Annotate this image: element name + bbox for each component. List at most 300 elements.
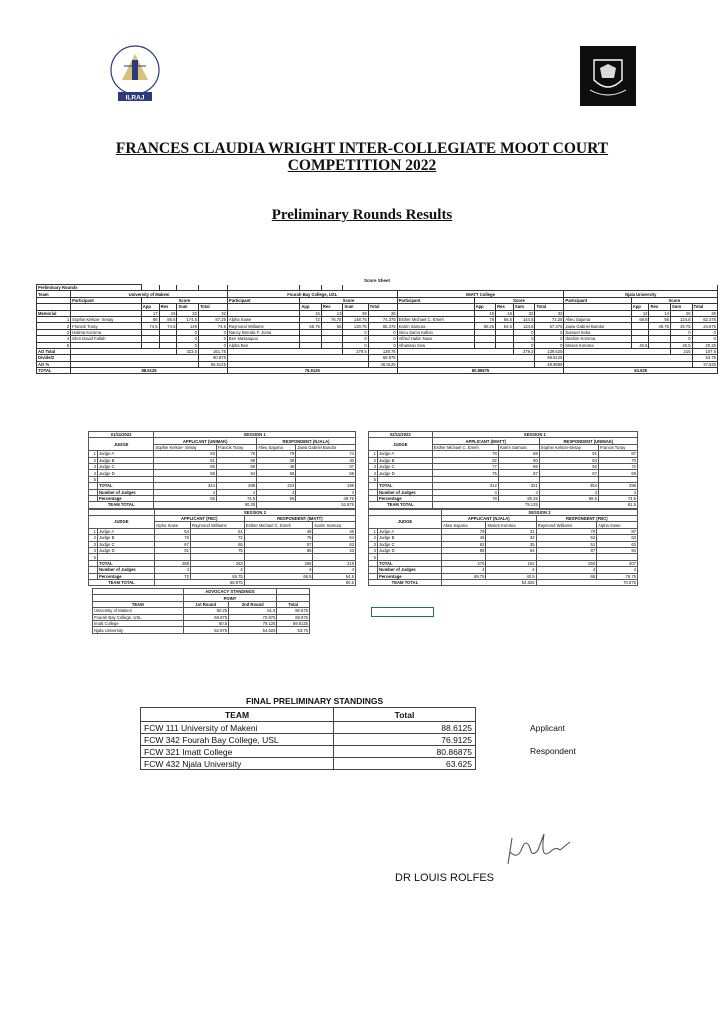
num-judges-value: 4 — [154, 567, 190, 573]
judge-score: 69 — [598, 470, 637, 476]
signatory-name: DR LOUIS ROLFES — [395, 872, 495, 884]
advocacy-score: 80.25 — [183, 608, 229, 614]
participant-score: 0 — [177, 329, 199, 335]
participant-score: 68.8 — [631, 316, 649, 322]
score-subheader: Total — [535, 304, 564, 310]
divide-value: 69.875 — [368, 355, 397, 361]
final-total-header: Total — [334, 708, 476, 722]
judge-score: 86 — [498, 463, 539, 469]
total-row — [37, 368, 718, 374]
score-subheader: Res — [321, 304, 343, 310]
speaker-name: Esther Michael C. Emeh — [432, 444, 498, 450]
applicant-label: APPLICANT (UNIMAK) — [154, 438, 257, 444]
judge-number: 1 — [89, 451, 98, 457]
speaker-name: Jawa Gabriel Bundor — [296, 444, 356, 450]
advocacy-team: University of Makeni — [93, 608, 184, 614]
judge-number: 5 — [369, 476, 378, 482]
participant-label: Participant — [564, 297, 631, 303]
final-team: FCW 342 Fourah Bay College, USL — [141, 734, 334, 746]
num-judges-value: 4 — [244, 567, 313, 573]
score-label: Score — [631, 297, 717, 303]
session-label: SESSION 1 — [432, 432, 637, 438]
score-subheader: Sum — [343, 304, 368, 310]
applicant-team-total: 54.625 — [441, 579, 536, 585]
judge-score: 75 — [244, 535, 313, 541]
judge-number: 5 — [89, 476, 98, 482]
speaker-name: Francis Turay — [216, 444, 256, 450]
judge-name: Judge B — [98, 535, 155, 541]
participant-score: 0 — [671, 329, 693, 335]
participant-name: Glen David Fallah — [71, 336, 142, 342]
score-subheader: Total — [692, 304, 717, 310]
session-table — [368, 431, 638, 509]
final-team: FCW 432 Njala University — [141, 758, 334, 770]
speaker-name: Raymond Williams — [536, 522, 597, 528]
participant-score: 74.5 — [159, 323, 177, 329]
judge-score: 87 — [598, 451, 637, 457]
memorial-score: 14 — [649, 310, 671, 316]
memorial-score: 28 — [368, 310, 397, 316]
participant-score: 72 — [300, 316, 322, 322]
score-sheet-caption: Score Sheet — [363, 278, 390, 283]
judge-score: 94 — [597, 548, 638, 554]
judge-number: 2 — [89, 457, 98, 463]
speaker-name: Sophie Kelson- Sesay — [154, 444, 217, 450]
total-label: TOTAL — [98, 560, 155, 566]
participant-name: Halima Koroma — [71, 329, 142, 335]
judge-name: Judge A — [378, 528, 442, 534]
judge-number: 2 — [89, 535, 98, 541]
judge-score: 63 — [597, 541, 638, 547]
team-total-row — [89, 502, 356, 508]
final-team: FCW 321 Imatt College — [141, 746, 334, 758]
judge-score: 79 — [257, 451, 296, 457]
score-subheader: App — [631, 304, 649, 310]
applicant-team-total: 79.125 — [432, 502, 539, 508]
participant-score: 86 — [141, 316, 159, 322]
respondent-label: RESPONDENT (FBC) — [536, 516, 637, 522]
team-total-value: 88.6125 — [71, 368, 228, 374]
judge-score: 46 — [313, 528, 356, 534]
speaker-name: Alpha Sowe — [154, 522, 190, 528]
judge-score: 67 — [154, 541, 190, 547]
team-total-label: TEAM TOTAL — [369, 579, 442, 585]
session-table — [88, 431, 356, 509]
percentage-value: 80.25 — [498, 495, 539, 501]
ao-pct-value: 48.9125 — [368, 361, 397, 367]
total-label: TOTAL — [378, 560, 442, 566]
participant-score: 0 — [692, 336, 717, 342]
judge-score: 82 — [432, 457, 498, 463]
ao-total-sum: 279.5 — [343, 348, 368, 354]
advocacy-score: 68.875 — [183, 614, 229, 620]
session-side-row — [89, 438, 356, 444]
judge-score: 87 — [597, 528, 638, 534]
judge-name: Judge B — [378, 457, 433, 463]
participant-score: 0 — [368, 342, 397, 348]
score-subheader: Res — [159, 304, 177, 310]
judge-number: 3 — [89, 541, 98, 547]
final-total: 80.86875 — [334, 746, 476, 758]
judge-score: 39 — [257, 457, 296, 463]
respondent-team-total: 60.5 — [244, 579, 355, 585]
judge-score: 37 — [296, 463, 356, 469]
respondent-note: Respondent — [530, 746, 576, 756]
judge-score: 51 — [536, 541, 597, 547]
judge-name: Judge A — [98, 528, 155, 534]
applicant-team-total: 80.25 — [154, 502, 257, 508]
percentage-value: 76.75 — [597, 573, 638, 579]
judge-name: Judge D — [378, 470, 433, 476]
advocacy-header: TEAM — [93, 601, 184, 607]
percentage-value: 56 — [257, 495, 296, 501]
score-subheader: App — [141, 304, 159, 310]
memorial-label: Memorial — [37, 310, 71, 316]
judge-number: 4 — [369, 470, 378, 476]
final-row — [141, 758, 476, 770]
advocacy-header: Total — [277, 601, 310, 607]
final-team-header: TEAM — [141, 708, 334, 722]
advocacy-score: 53.75 — [277, 627, 310, 633]
judge-score: 43 — [313, 548, 356, 554]
advocacy-standings — [92, 588, 310, 634]
num-judges-value: 4 — [598, 489, 637, 495]
speaker-total: 298 — [598, 483, 637, 489]
judge-score: 63 — [597, 535, 638, 541]
ao-total-value: 161.75 — [198, 348, 227, 354]
speaker-total: 307 — [597, 560, 638, 566]
judge-number: 1 — [369, 451, 378, 457]
respondent-label: RESPONDENT (NJALA) — [257, 438, 356, 444]
final-standings-table — [140, 707, 476, 770]
ao-pct-value: 56.6125 — [198, 361, 227, 367]
percentage-value: 40.5 — [486, 573, 536, 579]
participant-score: 76.75 — [321, 316, 343, 322]
speaker-name: Karim Samura — [313, 522, 356, 528]
judge-score: 35 — [486, 541, 536, 547]
team-total-label: TEAM TOTAL — [89, 579, 155, 585]
judge-score: 31 — [486, 528, 536, 534]
judge-name: Judge B — [98, 457, 154, 463]
final-total: 76.9125 — [334, 734, 476, 746]
ilraj-logo-text: ILRAJ — [125, 94, 145, 102]
participant-name: Samuel Soka — [564, 329, 631, 335]
final-row — [141, 722, 476, 734]
participant-name: Raymond Williams — [227, 323, 299, 329]
num-judges-value: 4 — [536, 567, 597, 573]
judge-score: 48 — [244, 528, 313, 534]
team-total-value: 80.86875 — [397, 368, 564, 374]
num-judges-value: 4 — [498, 489, 539, 495]
judge-number: 4 — [89, 548, 98, 554]
num-judges-value: 4 — [154, 489, 217, 495]
applicant-label: APPLICANT (FBC) — [154, 516, 244, 522]
participant-score: 0 — [368, 336, 397, 342]
speaker-total: 224 — [257, 483, 296, 489]
memorial-score: 32 — [198, 310, 227, 316]
title-line-1: FRANCES CLAUDIA WRIGHT INTER-COLLEGIATE MOOT COURT — [115, 140, 609, 157]
prelim-rounds-label: Preliminary Rounds — [37, 285, 142, 291]
judge-score: 48 — [257, 463, 296, 469]
participant-score: 0 — [692, 329, 717, 335]
judge-score: 69 — [216, 463, 256, 469]
participant-score: 24.875 — [692, 323, 717, 329]
team-total-row — [369, 579, 638, 585]
speaker-name: Alieu Sajuma — [257, 444, 296, 450]
participant-score: 65.75 — [300, 323, 322, 329]
judge-label: JUDGE — [369, 438, 433, 451]
memorial-score: 32 — [177, 310, 199, 316]
speaker-name: Moses Koroma — [486, 522, 536, 528]
score-sheet-table — [36, 284, 718, 374]
judge-score: 77 — [432, 463, 498, 469]
participant-label: Participant — [397, 297, 474, 303]
memorial-score: 26 — [671, 310, 693, 316]
judge-score: 58 — [296, 470, 356, 476]
applicant-label: APPLICANT (IMATT) — [432, 438, 539, 444]
judge-score: 64 — [313, 535, 356, 541]
advocacy-header: 1st Round — [183, 601, 229, 607]
judge-score: 52 — [536, 535, 597, 541]
percentage-value: 66.5 — [244, 573, 313, 579]
score-subheader: Res — [649, 304, 671, 310]
applicant-note: Applicant — [530, 723, 565, 733]
num-judges-value: 4 — [216, 489, 256, 495]
final-row — [141, 746, 476, 758]
team-total-value: 76.9125 — [227, 368, 397, 374]
advocacy-score: 60.5 — [183, 620, 229, 626]
speaker-name: Karim Samura — [498, 444, 539, 450]
divide-label: Divide/2 — [37, 355, 71, 361]
score-label: Score — [300, 297, 397, 303]
participant-name: Moses Koroma — [564, 342, 631, 348]
team-name: Fourah Bay College, USL — [227, 291, 397, 297]
judge-score: 78 — [432, 451, 498, 457]
judge-score: 63 — [313, 541, 356, 547]
participant-number: 4 — [37, 336, 71, 342]
memorial-score: 13 — [321, 310, 343, 316]
score-subheader: Total — [198, 304, 227, 310]
participant-score: 66.5 — [496, 316, 514, 322]
session-side-row — [369, 438, 638, 444]
team-total-label: TEAM TOTAL — [369, 502, 433, 508]
ao-total-sum: 279.3 — [513, 348, 535, 354]
participant-name: Alpha Ben — [227, 342, 299, 348]
judge-score: 75 — [190, 548, 244, 554]
judge-score: 64 — [486, 548, 536, 554]
memorial-score: 28 — [343, 310, 368, 316]
judge-number: 3 — [369, 463, 378, 469]
participant-name: Ben Massaquoi — [227, 336, 299, 342]
percentage-label: Percentage — [98, 573, 155, 579]
judge-score: 75 — [432, 470, 498, 476]
participant-score: 74.5 — [141, 323, 159, 329]
judge-number: 1 — [369, 528, 378, 534]
judge-score: 85 — [154, 463, 217, 469]
page-title — [40, 140, 684, 174]
ao-pct-value: 48.8688 — [535, 361, 564, 367]
num-judges-value: 4 — [296, 489, 356, 495]
applicant-label: APPLICANT (NJALA) — [441, 516, 536, 522]
participant-score: 149 — [177, 323, 199, 329]
participant-score: 49.75 — [649, 323, 671, 329]
judge-score: 57 — [244, 541, 313, 547]
percentage-value: 54.5 — [313, 573, 356, 579]
judge-label: JUDGE — [89, 516, 155, 529]
selected-cell[interactable] — [371, 607, 434, 617]
participant-score: 0 — [513, 336, 535, 342]
memorial-score: 32 — [535, 310, 564, 316]
advocacy-score: 54.625 — [229, 627, 277, 633]
participant-score: 62.375 — [692, 316, 717, 322]
speaker-total: 218 — [313, 560, 356, 566]
divide-value: 53.75 — [692, 355, 717, 361]
speaker-total: 354 — [539, 483, 598, 489]
participant-score: 65 — [321, 323, 343, 329]
participant-name: Alhassan Sow — [397, 342, 474, 348]
judge-number: 2 — [369, 535, 378, 541]
judge-score: 91 — [154, 457, 217, 463]
participant-number: 5 — [37, 342, 71, 348]
judge-name: Judge D — [98, 470, 154, 476]
score-subheader: Sum — [671, 304, 693, 310]
ao-total-value: 107.5 — [692, 348, 717, 354]
speaker-total: 266 — [244, 560, 313, 566]
participant-score: 74.375 — [368, 316, 397, 322]
participant-name: Esther Michael C. Emeh — [397, 316, 474, 322]
team-total-row — [89, 579, 356, 585]
team-total-row — [369, 502, 638, 508]
judge-score: 51 — [190, 528, 244, 534]
score-subheader: Total — [368, 304, 397, 310]
judge-score: 70 — [598, 457, 637, 463]
participant-name: Alieu Sajuma — [564, 316, 631, 322]
judge-number: 5 — [369, 554, 378, 560]
participant-score: 67.375 — [535, 323, 564, 329]
advocacy-row — [93, 627, 310, 633]
judge-score: 91 — [154, 548, 190, 554]
participant-name: Alpha Sowe — [227, 316, 299, 322]
speaker-total: 275 — [441, 560, 486, 566]
judge-score: 32 — [486, 535, 536, 541]
speaker-name: Esther Michael C. Emeh — [244, 522, 313, 528]
participant-label: Participant — [227, 297, 299, 303]
participant-score: 0 — [343, 329, 368, 335]
participant-score: 0 — [513, 329, 535, 335]
participant-score: 0 — [535, 342, 564, 348]
respondent-team-total: 52.875 — [257, 502, 356, 508]
judge-score: 92 — [539, 463, 598, 469]
speaker-name: Alieu Sajuma — [441, 522, 486, 528]
ao-total-sum: 215 — [671, 348, 693, 354]
speaker-total: 260 — [536, 560, 597, 566]
speaker-total: 162 — [486, 560, 536, 566]
percentage-value: 49.75 — [296, 495, 356, 501]
session-label: SESSION 1 — [154, 432, 356, 438]
total-label: TOTAL — [37, 368, 71, 374]
percentage-value: 74.5 — [216, 495, 256, 501]
team-total-value: 63.625 — [564, 368, 718, 374]
final-team: FCW 111 University of Makeni — [141, 722, 334, 734]
percentage-label: Percentage — [378, 573, 442, 579]
speaker-name: Alpha Sowe — [597, 522, 638, 528]
percentage-value: 65 — [536, 573, 597, 579]
participant-name: Alieu Samu Kallon — [397, 329, 474, 335]
num-judges-label: Number of Judges — [378, 489, 433, 495]
percentage-value: 88.5 — [539, 495, 598, 501]
advocacy-score: 70.875 — [229, 614, 277, 620]
memorial-score: 15 — [300, 310, 322, 316]
final-total: 63.625 — [334, 758, 476, 770]
participant-score: 0 — [177, 336, 199, 342]
advocacy-team: Njala University — [93, 627, 184, 633]
judge-score: 54 — [154, 528, 190, 534]
advocacy-score: 69.8125 — [277, 620, 310, 626]
participant-score: 0 — [343, 336, 368, 342]
respondent-label: RESPONDENT (IMATT) — [244, 516, 355, 522]
num-judges-value: 4 — [190, 567, 244, 573]
participant-label: Participant — [71, 297, 142, 303]
judge-score: 79 — [441, 528, 486, 534]
participant-score: 56 — [649, 316, 671, 322]
participant-score: 0 — [671, 336, 693, 342]
advocacy-score: 79.125 — [229, 620, 277, 626]
judge-score: 70 — [536, 528, 597, 534]
advocacy-score: 52.875 — [183, 627, 229, 633]
participant-name: Karim Samura — [397, 323, 474, 329]
judge-score: 30 — [296, 457, 356, 463]
divide-value: 69.8125 — [535, 355, 564, 361]
advocacy-title: ADVOCACY STANDINGS — [183, 589, 277, 595]
advocacy-team: Fourah Bay College, USL — [93, 614, 184, 620]
judge-score: 80 — [498, 457, 539, 463]
score-subheader: Res — [496, 304, 514, 310]
percentage-value: 74.5 — [598, 495, 637, 501]
advocacy-header: 2nd Round — [229, 601, 277, 607]
advocacy-table — [92, 588, 310, 634]
session-date: 01/11/2022 — [89, 432, 154, 438]
judge-score: 69 — [216, 457, 256, 463]
participant-score: 144.5 — [513, 316, 535, 322]
judge-name: Judge B — [378, 535, 442, 541]
num-judges-label: Number of Judges — [378, 567, 442, 573]
judge-name: Judge A — [98, 451, 154, 457]
advocacy-score: 69.875 — [277, 614, 310, 620]
team-name: IMATT College — [397, 291, 564, 297]
judge-score: 83 — [154, 451, 217, 457]
participant-score: 134.8 — [513, 323, 535, 329]
final-total: 88.6125 — [334, 722, 476, 734]
final-header-row — [141, 708, 476, 722]
final-standings-title: FINAL PRELIMINARY STANDINGS — [246, 696, 384, 706]
total-label: TOTAL — [378, 483, 433, 489]
score-label: Score — [141, 297, 227, 303]
participant-score: 174.5 — [177, 316, 199, 322]
participant-score: 0 — [535, 329, 564, 335]
judge-score: 87 — [536, 548, 597, 554]
num-judges-label: Number of Judges — [98, 489, 154, 495]
crest-logo — [580, 46, 636, 106]
judge-score: 72 — [598, 463, 637, 469]
num-judges-value: 4 — [257, 489, 296, 495]
title-line-2: COMPETITION 2022 — [287, 157, 437, 174]
participant-name: Alfred Halim Naxo — [397, 336, 474, 342]
participant-score: 124.8 — [671, 316, 693, 322]
judge-label: JUDGE — [369, 516, 442, 529]
percentage-value: 78 — [432, 495, 498, 501]
judge-number: 3 — [89, 463, 98, 469]
percentage-label: Percentage — [98, 495, 154, 501]
